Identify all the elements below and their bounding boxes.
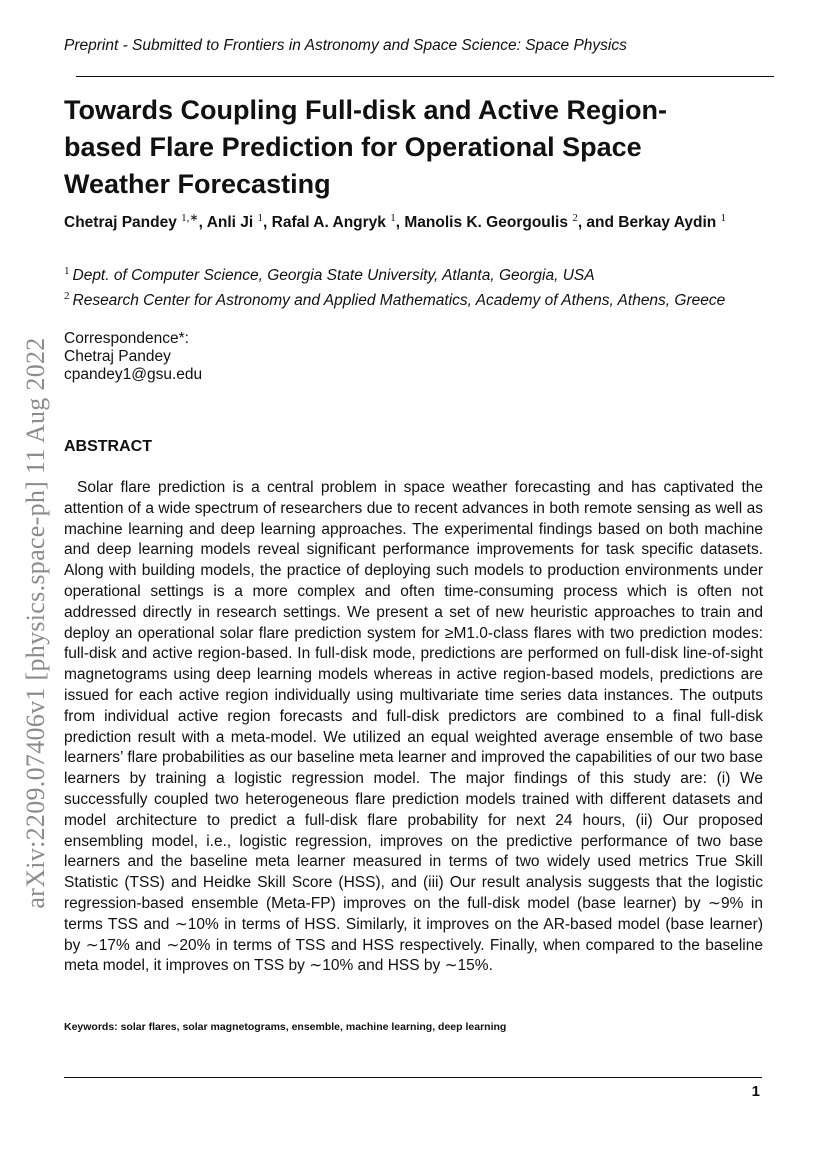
author-affiliation-marker: 1: [257, 212, 264, 224]
affiliation-marker: 1: [64, 265, 70, 277]
affiliation-item: [64, 286, 754, 311]
author-separator: ,: [198, 214, 207, 232]
author-separator: ,: [263, 214, 272, 232]
correspondence-name: Chetraj Pandey: [64, 348, 171, 365]
author-separator: , and: [577, 214, 619, 232]
arxiv-identifier-stamp: [5, 313, 67, 933]
affiliation-marker: 2: [64, 290, 70, 303]
header-rule: [76, 76, 774, 77]
correspondence-email: cpandey1@gsu.edu: [64, 366, 203, 383]
author-affiliation-marker: 2: [572, 212, 578, 224]
footer-rule: [64, 1077, 762, 1078]
affiliation-text: Dept. of Computer Science, Georgia State University, Atlanta, Georgia, USA: [72, 267, 595, 285]
author-name: Anli Ji: [206, 214, 254, 232]
author-name: Chetraj Pandey: [64, 214, 177, 232]
author-name: Manolis K. Georgoulis: [404, 214, 568, 232]
correspondence-block: [64, 330, 202, 384]
author-name: Berkay Aydin: [618, 214, 717, 232]
author-name: Rafal A. Angryk: [271, 214, 386, 232]
abstract-heading: ABSTRACT: [64, 438, 152, 455]
page-number: 1: [751, 1083, 760, 1100]
affiliation-item: [64, 261, 754, 286]
arxiv-identifier-text: arXiv:2209.07406v1 [physics.space-ph] 11 Aug 2022: [21, 337, 50, 909]
keywords-line: Keywords: solar flares, solar magnetograms, ensemble, machine learning, deep learning: [64, 1021, 507, 1033]
author-affiliation-marker: 1,∗: [181, 212, 199, 224]
author-affiliation-marker: 1: [720, 212, 727, 224]
author-separator: ,: [395, 214, 405, 232]
author-list: [64, 206, 754, 235]
author-affiliation-marker: 1: [390, 212, 396, 224]
running-header: Preprint - Submitted to Frontiers in Astronomy and Space Science: Space Physics: [64, 37, 627, 54]
abstract-body: Solar flare prediction is a central problem in space weather forecasting and has captivated the attention of a wide spectrum of researchers due to recent advances in both remote sensing as well as machine learning and deep learning approaches. The experimental findings based on both machine and deep learning models reveal significant performance improvements for task specific datasets. Along with building models, the practice of deploying such models to production environments under operational settings is a more complex and often time-consuming process which is often not addressed directly in research settings. We present a set of new heuristic approaches to train and deploy an operational solar flare prediction system for ≥M1.0-class flares with two prediction modes: full-disk and active region-based. In full-disk mode, predictions are performed on full-disk line-of-sight magnetograms using deep learning models whereas in active region-based models, predictions are issued for each active region individually using multivariate time series data instances. The outputs from individual active region forecasts and full-disk predictors are combined to a final full-disk prediction result with a meta-model. We utilized an equal weighted average ensemble of two base learners’ flare probabilities as our baseline meta learner and improved the capabilities of our two base learners by training a logistic regression model. The major findings of this study are: (i) We successfully coupled two heterogeneous flare prediction models trained with different datasets and model architecture to predict a full-disk flare probability for next 24 hours, (ii) Our proposed ensembling model, i.e., logistic regression, improves on the predictive performance of two base learners and the baseline meta learner measured in terms of two widely used metrics True Skill Statistic (TSS) and Heidke Skill Score (HSS), and (iii) Our result analysis suggests that the logistic regression-based ensemble (Meta-FP) improves on the full-disk model (base learner) by ∼9% in terms TSS and ∼10% in terms of HSS. Similarly, it improves on the AR-based model (base learner) by ∼17% and ∼20% in terms of TSS and HSS respectively. Finally, when compared to the baseline meta model, it improves on TSS by ∼10% and HSS by ∼15%.: [64, 479, 763, 975]
paper-title: Towards Coupling Full-disk and Active Region-based Flare Prediction for Operational Space Weather Forecasting: [64, 95, 668, 199]
affiliation-list: [64, 261, 754, 311]
correspondence-label: Correspondence*:: [64, 330, 189, 347]
affiliation-text: Research Center for Astronomy and Applied Mathematics, Academy of Athens, Athens, Greece: [72, 292, 726, 310]
